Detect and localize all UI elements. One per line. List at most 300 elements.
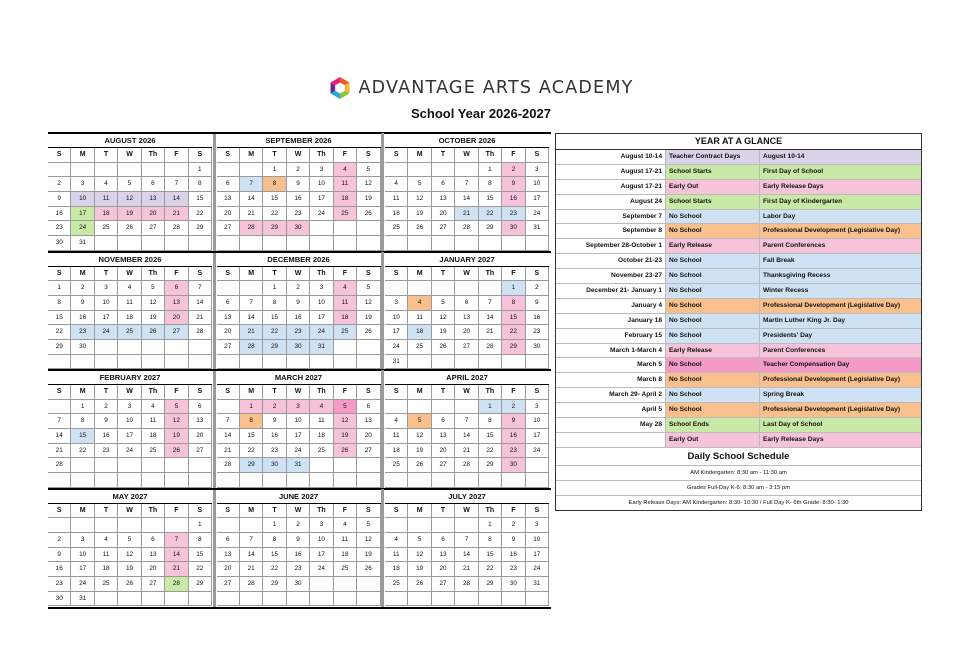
calendar-day: 28 [479,340,502,355]
calendar-empty-cell [142,163,165,178]
calendar-day: 6 [217,296,240,311]
calendar-day: 17 [287,429,310,444]
glance-type: No School [665,224,759,238]
calendar-day: 23 [287,325,310,340]
calendar-day: 1 [189,163,212,178]
calendar-empty-cell [287,592,310,607]
month-separator [381,370,384,488]
weekday-header: T [263,385,286,400]
calendar-empty-cell [479,473,502,488]
calendar-empty-cell [165,473,188,488]
calendar-empty-cell [526,592,549,607]
glance-date: August 17-21 [620,182,662,190]
calendar-day: 19 [408,207,431,222]
calendar-empty-cell [432,518,455,533]
weekday-header: F [334,504,357,519]
calendar-day: 13 [217,192,240,207]
calendar-empty-cell [165,163,188,178]
calendar-day: 2 [287,281,310,296]
glance-row [556,180,921,195]
calendar-day: 18 [95,562,118,577]
glance-date: May 28 [640,421,662,429]
month-calendar [217,370,381,488]
daily-schedule-title: Daily School Schedule [556,448,921,466]
calendar-day: 6 [165,281,188,296]
calendar-day: 25 [95,221,118,236]
glance-row [556,344,921,359]
calendar-empty-cell [455,473,478,488]
calendar-day: 20 [455,325,478,340]
calendar-day: 4 [118,281,141,296]
calendar-day: 30 [287,340,310,355]
calendar-empty-cell [48,518,71,533]
calendar-empty-cell [217,473,240,488]
glance-date: April 5 [641,406,662,414]
calendar-day: 3 [385,296,408,311]
calendar-day: 1 [48,281,71,296]
calendar-empty-cell [357,473,380,488]
calendar-day: 21 [479,325,502,340]
calendar-day: 12 [408,429,431,444]
weekday-header: S [217,385,240,400]
calendar-day: 18 [334,548,357,563]
calendar-day: 7 [189,281,212,296]
calendar-day: 15 [71,429,94,444]
month-grid [217,385,381,488]
weekday-header: M [71,148,94,163]
calendar-empty-cell [217,400,240,415]
calendar-day: 17 [71,207,94,222]
calendar-day: 13 [189,414,212,429]
month-calendar [385,252,549,370]
calendar-day: 22 [263,207,286,222]
calendar-day: 12 [357,533,380,548]
calendar-day: 28 [189,325,212,340]
month-title: NOVEMBER 2026 [48,252,212,267]
weekday-header: M [240,148,263,163]
calendar-day: 22 [263,562,286,577]
calendar-day: 25 [334,325,357,340]
calendar-day: 18 [334,192,357,207]
calendar-day: 15 [263,548,286,563]
calendar-day: 21 [240,207,263,222]
calendar-day: 1 [189,518,212,533]
calendar-day: 15 [263,192,286,207]
calendar-day: 17 [118,429,141,444]
calendar-day: 20 [432,444,455,459]
calendar-empty-cell [189,458,212,473]
glance-type: No School [665,403,759,417]
calendar-empty-cell [408,355,431,370]
calendar-empty-cell [95,340,118,355]
weekday-header: F [165,385,188,400]
calendar-day: 6 [432,177,455,192]
calendar-empty-cell [142,518,165,533]
calendar-day: 19 [357,192,380,207]
calendar-empty-cell [357,236,380,251]
weekday-header: M [408,385,431,400]
calendar-day: 30 [287,221,310,236]
calendar-day: 14 [48,429,71,444]
calendar-empty-cell [310,592,333,607]
calendar-day: 11 [310,414,333,429]
calendar-day: 17 [310,311,333,326]
calendar-day: 2 [502,518,525,533]
glance-row [556,314,921,329]
calendar-day: 29 [263,221,286,236]
calendar-empty-cell [118,236,141,251]
weekday-header: S [217,148,240,163]
calendar-day: 22 [240,444,263,459]
glance-type: No School [665,314,759,328]
calendar-day: 13 [142,192,165,207]
calendar-day: 10 [118,414,141,429]
calendar-empty-cell [479,592,502,607]
calendar-day: 3 [118,400,141,415]
calendar-day: 24 [71,221,94,236]
calendar-empty-cell [408,592,431,607]
calendar-day: 7 [240,533,263,548]
month-separator [381,133,384,251]
calendar-day: 19 [432,325,455,340]
calendar-empty-cell [165,592,188,607]
calendar-day: 8 [263,177,286,192]
calendar-day: 15 [479,429,502,444]
calendar-day: 2 [71,281,94,296]
calendar-empty-cell [95,458,118,473]
calendar-day: 9 [287,296,310,311]
glance-event: Labor Day [759,210,921,224]
weekday-header: Th [142,504,165,519]
calendar-empty-cell [263,473,286,488]
calendar-empty-cell [95,473,118,488]
calendar-day: 13 [165,296,188,311]
calendar-empty-cell [408,473,431,488]
calendar-day: 26 [408,221,431,236]
calendar-day: 21 [165,207,188,222]
month-grid [217,148,381,251]
weekday-header: M [408,148,431,163]
calendar-empty-cell [432,236,455,251]
weekday-header: M [240,504,263,519]
calendar-day: 25 [385,577,408,592]
glance-event: Professional Development (Legislative Day) [759,299,921,313]
glance-date: September 8 [622,227,662,235]
calendar-day: 24 [310,562,333,577]
weekday-header: S [189,504,212,519]
weekday-header: M [408,267,431,282]
calendar-day: 26 [142,325,165,340]
calendar-day: 29 [502,340,525,355]
calendar-day: 1 [479,518,502,533]
calendar-day: 8 [479,533,502,548]
calendar-day: 16 [48,207,71,222]
calendar-empty-cell [385,473,408,488]
calendar-day: 10 [71,548,94,563]
glance-event: Teacher Compensation Day [759,358,921,372]
weekday-header: F [334,385,357,400]
calendar-day: 30 [71,340,94,355]
calendar-empty-cell [357,458,380,473]
glance-date: September 7 [622,212,662,220]
calendar-day: 15 [189,192,212,207]
calendar-day: 28 [48,458,71,473]
calendar-day: 20 [357,429,380,444]
calendar-day: 27 [189,444,212,459]
page-header [0,76,962,121]
calendar-row [48,489,551,607]
calendar-day: 30 [287,577,310,592]
calendar-day: 23 [263,444,286,459]
calendar-day: 15 [240,429,263,444]
calendar-day: 20 [432,207,455,222]
calendar-day: 27 [432,221,455,236]
calendar-day: 12 [142,296,165,311]
glance-date: January 4 [631,301,662,309]
calendar-day: 8 [48,296,71,311]
calendar-day: 19 [357,311,380,326]
calendar-empty-cell [189,340,212,355]
calendar-day: 16 [502,192,525,207]
glance-event: Fall Break [759,254,921,268]
glance-event: Last Day of School [759,418,921,432]
calendar-day: 1 [263,281,286,296]
month-calendar [217,133,381,251]
calendar-empty-cell [455,592,478,607]
calendar-empty-cell [240,355,263,370]
calendar-empty-cell [48,473,71,488]
glance-type: No School [665,210,759,224]
calendar-day: 1 [479,400,502,415]
calendar-day: 5 [118,533,141,548]
month-grid [385,504,549,607]
calendar-empty-cell [357,221,380,236]
calendar-day: 20 [432,562,455,577]
calendar-day: 29 [48,340,71,355]
calendar-day: 15 [479,192,502,207]
calendar-day: 16 [287,311,310,326]
weekday-header: S [189,385,212,400]
glance-row [556,299,921,314]
calendar-day: 19 [334,429,357,444]
glance-type: Early Release [665,344,759,358]
calendar-day: 27 [142,577,165,592]
calendar-empty-cell [217,518,240,533]
glance-event: Presidents' Day [759,329,921,343]
month-grid [217,504,381,607]
weekday-header: W [455,504,478,519]
calendar-empty-cell [408,163,431,178]
daily-schedule-line: Early Release Days: AM Kindergarten: 8:30- 10:30 / Full Day K- 6th Grade: 8:30- 1:30 [628,499,849,506]
calendar-day: 12 [118,548,141,563]
calendar-empty-cell [334,221,357,236]
calendar-empty-cell [357,340,380,355]
calendar-empty-cell [48,163,71,178]
glance-date: August 24 [630,197,662,205]
calendar-day: 15 [479,548,502,563]
calendar-day: 5 [334,400,357,415]
calendar-empty-cell [357,592,380,607]
calendar-day: 21 [165,562,188,577]
calendar-day: 18 [408,325,431,340]
month-title: JUNE 2027 [217,489,381,504]
calendar-empty-cell [502,473,525,488]
calendar-day: 8 [189,533,212,548]
calendar-day: 7 [479,296,502,311]
calendar-day: 3 [526,163,549,178]
glance-row [556,373,921,388]
calendar-empty-cell [217,281,240,296]
calendar-empty-cell [385,518,408,533]
calendar-day: 24 [287,444,310,459]
year-at-a-glance-title: YEAR AT A GLANCE [556,134,921,150]
calendar-day: 17 [526,192,549,207]
calendar-day: 20 [217,325,240,340]
weekday-header: S [217,504,240,519]
calendar-empty-cell [118,340,141,355]
weekday-header: F [502,148,525,163]
calendar-day: 10 [95,296,118,311]
calendar-day: 27 [165,325,188,340]
weekday-header: T [432,267,455,282]
weekday-header: T [263,148,286,163]
calendar-day: 11 [95,192,118,207]
glance-type: No School [665,269,759,283]
calendar-day: 16 [95,429,118,444]
calendar-day: 5 [165,400,188,415]
calendar-day: 20 [142,207,165,222]
weekday-header: Th [479,504,502,519]
weekday-header: S [217,267,240,282]
weekday-header: T [95,504,118,519]
calendar-day: 19 [408,444,431,459]
calendar-day: 12 [334,414,357,429]
calendar-day: 22 [479,444,502,459]
calendar-empty-cell [432,163,455,178]
weekday-header: T [95,267,118,282]
calendar-day: 17 [71,562,94,577]
glance-event: Professional Development (Legislative Day) [759,373,921,387]
weekday-header: Th [142,148,165,163]
calendar-day: 9 [526,296,549,311]
calendar-day: 3 [310,163,333,178]
calendar-day: 29 [240,458,263,473]
calendar-day: 22 [48,325,71,340]
weekday-header: S [189,267,212,282]
calendar-day: 14 [240,311,263,326]
calendar-day: 11 [142,414,165,429]
calendar-empty-cell [526,236,549,251]
calendar-day: 14 [165,548,188,563]
calendar-empty-cell [95,518,118,533]
calendar-day: 30 [502,458,525,473]
calendar-empty-cell [217,355,240,370]
weekday-header: F [502,504,525,519]
glance-row [556,388,921,403]
weekday-header: S [48,148,71,163]
weekday-header: T [95,385,118,400]
glance-date: February 15 [624,331,662,339]
calendar-day: 10 [526,177,549,192]
weekday-header: F [502,385,525,400]
calendar-day: 5 [357,518,380,533]
calendar-day: 13 [432,429,455,444]
calendar-empty-cell [165,236,188,251]
glance-event: Parent Conferences [759,239,921,253]
calendar-day: 14 [189,296,212,311]
weekday-header: W [118,148,141,163]
calendar-day: 15 [48,311,71,326]
calendar-empty-cell [240,518,263,533]
calendar-day: 19 [408,562,431,577]
calendar-day: 13 [217,548,240,563]
calendar-day: 21 [455,562,478,577]
calendar-empty-cell [95,355,118,370]
calendar-day: 6 [432,533,455,548]
weekday-header: T [263,267,286,282]
glance-row [556,403,921,418]
calendar-empty-cell [118,163,141,178]
weekday-header: Th [479,148,502,163]
calendar-day: 21 [240,562,263,577]
calendar-day: 2 [48,177,71,192]
calendar-empty-cell [455,236,478,251]
glance-type: School Starts [665,165,759,179]
calendar-day: 12 [118,192,141,207]
calendar-day: 1 [502,281,525,296]
calendar-day: 14 [455,429,478,444]
calendar-day: 11 [385,429,408,444]
calendar-day: 11 [334,296,357,311]
calendar-empty-cell [142,236,165,251]
calendar-day: 25 [118,325,141,340]
calendar-empty-cell [142,340,165,355]
calendar-empty-cell [357,577,380,592]
calendar-empty-cell [263,592,286,607]
calendar-day: 28 [240,577,263,592]
calendar-day: 2 [502,163,525,178]
calendar-day: 2 [526,281,549,296]
calendar-empty-cell [479,281,502,296]
month-title: OCTOBER 2026 [385,133,549,148]
calendar-day: 8 [479,414,502,429]
month-grid [385,267,549,370]
calendar-day: 21 [189,311,212,326]
calendar-empty-cell [334,340,357,355]
calendar-day: 20 [142,562,165,577]
glance-type: Early Release [665,239,759,253]
weekday-header: S [357,504,380,519]
calendar-empty-cell [455,163,478,178]
calendar-day: 3 [287,400,310,415]
glance-type: School Ends [665,418,759,432]
calendar-empty-cell [408,236,431,251]
daily-schedule-line: AM Kindergarten: 8:30 am - 11:30 am [556,466,921,481]
month-calendar [217,489,381,607]
calendar-day: 30 [502,577,525,592]
calendar-empty-cell [502,236,525,251]
glance-event: First Day of Kindergarten [759,195,921,209]
weekday-header: W [287,148,310,163]
calendar-empty-cell [95,236,118,251]
weekday-header: M [71,385,94,400]
month-grid [48,267,212,370]
calendar-day: 26 [334,444,357,459]
calendar-day: 16 [263,429,286,444]
calendar-day: 9 [48,548,71,563]
calendar-empty-cell [310,473,333,488]
calendar-day: 22 [479,207,502,222]
